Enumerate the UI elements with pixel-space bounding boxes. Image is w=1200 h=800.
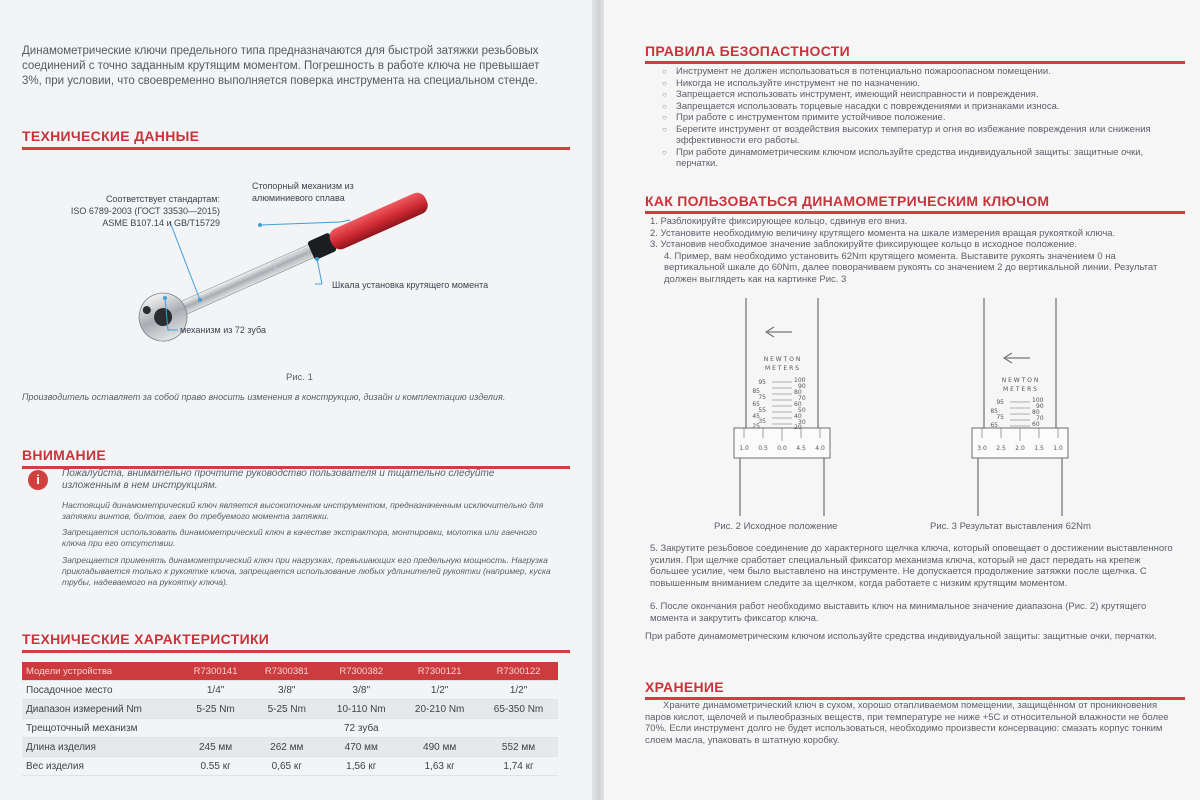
wrench-shaft bbox=[177, 242, 320, 316]
howto-rule bbox=[645, 211, 1185, 214]
specs-row bbox=[22, 681, 558, 700]
specs-cell: 490 мм bbox=[400, 738, 479, 757]
specs-header-cell: R7300121 bbox=[400, 662, 479, 681]
scale-left-value: 65 bbox=[990, 422, 998, 429]
howto-steps bbox=[650, 216, 1175, 285]
info-icon: i bbox=[28, 470, 48, 490]
specs-cell: 1,56 кг bbox=[322, 757, 400, 776]
safety-list bbox=[662, 66, 1177, 170]
scale-left-value: 95 bbox=[758, 379, 766, 386]
intro-paragraph: Динамометрические ключи предельного типа предназначаются для быстрой затяжки резьбовых соединений с точно заданным крутящим моментом. Погрешность в работе ключа не превышает 3%, при условии, что своевременно выполняется поверка инструмента на специальном стенде. bbox=[22, 45, 540, 87]
scale-right-value: 70 bbox=[1036, 415, 1044, 422]
ring-value: 2.0 bbox=[1015, 445, 1025, 452]
scale-right-value: 90 bbox=[798, 383, 806, 390]
scale-figure-3 bbox=[970, 298, 1070, 516]
ring-value: 0.5 bbox=[758, 445, 768, 452]
tech-data-rule bbox=[22, 147, 570, 150]
manufacturer-note: Производитель оставляет за собой право вносить изменения в конструкцию, дизайн и комплектацию изделия. bbox=[22, 392, 506, 402]
scale-callout: Шкала установка крутящего момента bbox=[332, 280, 489, 290]
scale-left-value: 55 bbox=[758, 407, 766, 414]
ppe-note: При работе динамометрическим ключом используйте средства индивидуальной защиты: защитные очки, перчатки. bbox=[645, 631, 1157, 642]
scale-right-value: 60 bbox=[1032, 421, 1040, 428]
specs-cell: 1/4" bbox=[180, 681, 251, 700]
scale-left-value: 75 bbox=[758, 394, 766, 401]
scale-right-value: 50 bbox=[798, 407, 806, 414]
standards-line-1: ISO 6789-2003 (ГОСТ 33530—2015) bbox=[70, 206, 220, 216]
specs-cell: 0,65 кг bbox=[251, 757, 322, 776]
safety-item: ○ Никогда не используйте инструмент не по назначению. bbox=[662, 78, 1177, 90]
specs-cell: 1/2" bbox=[479, 681, 558, 700]
specs-cell: 1/2" bbox=[400, 681, 479, 700]
ring-value: 3.0 bbox=[977, 445, 987, 452]
specs-header-cell: R7300381 bbox=[251, 662, 322, 681]
mechanism-callout: механизм из 72 зуба bbox=[180, 325, 266, 335]
scale-word-newton: N E W T O N bbox=[1001, 377, 1039, 384]
howto-heading: КАК ПОЛЬЗОВАТЬСЯ ДИНАМОМЕТРИЧЕСКИМ КЛЮЧОМ bbox=[645, 193, 1050, 209]
howto-step: 4. Пример, вам необходимо установить 62Nm крутящего момента. Выставите рукоять значением 0 на вертикальной шкале до 60Nm, далее поворачиваем рукоять со значением 2 до вертикальной линии. Результат должен выглядеть как на картинке Рис. 3 bbox=[664, 250, 1158, 285]
ring-value: 1.0 bbox=[1053, 445, 1063, 452]
specs-cell: Диапазон измерений Nm bbox=[22, 700, 180, 719]
scale-left-value: 45 bbox=[752, 413, 760, 420]
specs-row bbox=[22, 738, 558, 757]
specs-cell: 245 мм bbox=[180, 738, 251, 757]
scale-word-meters: M E T E R S bbox=[765, 365, 799, 372]
specs-cell: 470 мм bbox=[322, 738, 400, 757]
specs-cell: 20-210 Nm bbox=[400, 700, 479, 719]
safety-item: ○ Берегите инструмент от воздействия высоких температур и огня во избежание повреждения или снижения эффективности его работы. bbox=[662, 124, 1177, 147]
scale-right-value: 20 bbox=[794, 424, 802, 431]
attention-paragraph-1: Настоящий динамометрический ключ является высокоточным инструментом, предназначенным исключительно для затяжки винтов, болтов, гаек до требуемого момента затяжки. bbox=[62, 500, 544, 521]
safety-item: ○ При работе динамометрическим ключом используйте средства индивидуальной защиты: защитные очки, перчатки. bbox=[662, 147, 1177, 170]
specs-rule bbox=[22, 650, 570, 653]
scale-right-value: 80 bbox=[794, 389, 802, 396]
specs-cell: 10-110 Nm bbox=[322, 700, 400, 719]
specs-cell: Трещоточный механизм bbox=[22, 719, 180, 738]
safety-item: ○ Инструмент не должен использоваться в потенциально пожароопасном помещении. bbox=[662, 66, 1177, 78]
scale-left-value: 85 bbox=[990, 408, 998, 415]
scale-right-value: 60 bbox=[794, 401, 802, 408]
scale-left-value: 25 bbox=[752, 423, 760, 430]
specs-cell: 72 зуба bbox=[322, 719, 400, 738]
specs-table bbox=[22, 662, 558, 776]
standards-callout bbox=[60, 193, 220, 229]
specs-cell: 0.55 кг bbox=[180, 757, 251, 776]
specs-row bbox=[22, 757, 558, 776]
specs-header-cell: R7300122 bbox=[479, 662, 558, 681]
ring-value: 2.5 bbox=[996, 445, 1006, 452]
specs-cell: Вес изделия bbox=[22, 757, 180, 776]
specs-cell: 3/8" bbox=[322, 681, 400, 700]
specs-cell: Посадочное место bbox=[22, 681, 180, 700]
specs-row bbox=[22, 700, 558, 719]
safety-item: ○ При работе с инструментом примите устойчивое положение. bbox=[662, 112, 1177, 124]
ring-value: 4.0 bbox=[815, 445, 825, 452]
scale-right-value: 100 bbox=[794, 377, 806, 384]
specs-cell bbox=[180, 719, 251, 738]
specs-header-cell: Модели устройства bbox=[22, 662, 180, 681]
lock-callout bbox=[252, 180, 392, 204]
specs-cell: 65-350 Nm bbox=[479, 700, 558, 719]
figure-1-caption: Рис. 1 bbox=[286, 372, 313, 383]
standards-line-2: ASME B107.14 и GB/T15729 bbox=[102, 218, 220, 228]
specs-cell: 5-25 Nm bbox=[180, 700, 251, 719]
scale-left-value: 85 bbox=[752, 388, 760, 395]
scale-right-value: 70 bbox=[798, 395, 806, 402]
scale-left-value: 95 bbox=[996, 399, 1004, 406]
figure-2-caption: Рис. 2 Исходное положение bbox=[714, 521, 838, 532]
storage-text: Храните динамометрический ключ в сухом, хорошо отапливаемом помещении, защищённом от проникновения паров кислот, щелочей и пылеобразных веществ, при температуре не ниже +5С и относительной влажности не более 70%. Если инструмент долго не будет использоваться, необходимо произвести консервацию: смазать корпус тонким слоем масла, упаковать в штатную коробку. bbox=[645, 700, 1169, 746]
scale-left-value: 75 bbox=[996, 414, 1004, 421]
howto-step-5: 5. Закрутите резьбовое соединение до характерного щелчка ключа, который оповещает о достижении выставленного усилия. При щелчке сработает специальный фиксатор механизма ключа, который не даст передать на крепеж большее усилие, чем было выставлено на инструменте. Не допускается продолжение затяжки после щелчка. С повышенным вниманием следите за щелчком, когда работаете с низким крутящим моментом. bbox=[650, 543, 1173, 589]
specs-header-cell: R7300382 bbox=[322, 662, 400, 681]
scale-figure-2 bbox=[732, 298, 832, 516]
scale-left-value: 65 bbox=[752, 401, 760, 408]
tech-data-heading: ТЕХНИЧЕСКИЕ ДАННЫЕ bbox=[22, 128, 200, 144]
scale-right-value: 30 bbox=[798, 419, 806, 426]
scale-right-value: 100 bbox=[1032, 397, 1044, 404]
ring-value: 1.5 bbox=[1034, 445, 1044, 452]
safety-heading: ПРАВИЛА БЕЗОПАСТНОСТИ bbox=[645, 43, 850, 59]
specs-cell: 3/8" bbox=[251, 681, 322, 700]
specs-cell: 552 мм bbox=[479, 738, 558, 757]
figure-3-caption: Рис. 3 Результат выставления 62Nm bbox=[930, 521, 1091, 532]
ring-value: 1.0 bbox=[739, 445, 749, 452]
scale-left-value: 35 bbox=[758, 418, 766, 425]
specs-cell bbox=[251, 719, 322, 738]
howto-step: 3. Установив необходимое значение заблокируйте фиксирующее кольцо в исходное положение. bbox=[650, 239, 1078, 250]
scale-right-value: 80 bbox=[1032, 409, 1040, 416]
standards-title: Соответствует стандартам: bbox=[105, 194, 220, 204]
ring-value: 4.5 bbox=[796, 445, 806, 452]
specs-row bbox=[22, 719, 558, 738]
storage-heading: ХРАНЕНИЕ bbox=[645, 679, 724, 695]
lock-line-1: Стопорный механизм из bbox=[252, 181, 354, 191]
howto-step-6: 6. После окончания работ необходимо выставить ключ на минимальное значение диапазона (Рис. 2) крутящего момента и закрутить фиксатор ключа. bbox=[650, 601, 1147, 624]
attention-heading: ВНИМАНИЕ bbox=[22, 447, 106, 463]
specs-heading: ТЕХНИЧЕСКИЕ ХАРАКТЕРИСТИКИ bbox=[22, 631, 270, 647]
specs-cell: 262 мм bbox=[251, 738, 322, 757]
safety-item: ○ Запрещается использовать инструмент, имеющий неисправности и повреждения. bbox=[662, 89, 1177, 101]
howto-step: 2. Установите необходимую величину крутящего момента на шкале измерения вращая рукояткой ключа. bbox=[650, 227, 1116, 239]
specs-cell bbox=[479, 719, 558, 738]
attention-paragraph-2: Запрещается использовать динамометрический ключ в качестве экстрактора, монтировки, молотка или гаечного ключа при его отсутствии. bbox=[62, 527, 537, 548]
howto-step: 1. Разблокируйте фиксирующее кольцо, сдвинув его вниз. bbox=[650, 216, 908, 227]
scale-right-value: 90 bbox=[1036, 403, 1044, 410]
specs-cell: Длина изделия bbox=[22, 738, 180, 757]
scale-word-newton: N E W T O N bbox=[763, 356, 801, 363]
specs-cell: 1,74 кг bbox=[479, 757, 558, 776]
specs-cell: 5-25 Nm bbox=[251, 700, 322, 719]
specs-cell: 1,63 кг bbox=[400, 757, 479, 776]
specs-header-row bbox=[22, 662, 558, 681]
scale-right-value: 40 bbox=[794, 413, 802, 420]
ring-value: 0.0 bbox=[777, 445, 787, 452]
safety-rule bbox=[645, 61, 1185, 64]
attention-lead: Пожалуйста, внимательно прочтите руководство пользователя и тщательно следуйте изложенным в нем инструкциям. bbox=[62, 468, 495, 491]
safety-item: ○ Запрещается использовать торцевые насадки с повреждениями и признаками износа. bbox=[662, 101, 1177, 113]
lock-line-2: алюминиевого сплава bbox=[252, 193, 345, 203]
specs-cell bbox=[400, 719, 479, 738]
scale-word-meters: M E T E R S bbox=[1003, 386, 1037, 393]
specs-header-cell: R7300141 bbox=[180, 662, 251, 681]
attention-paragraph-3: Запрещается применять динамометрический ключ при нагрузках, превышающих его предельную мощность. Нагрузка прикладывается только к рукоятке ключа, запрещается использование любых удлинителей рукоятки (например, куска трубы, надеваемого на рукоятку ключа). bbox=[62, 555, 551, 587]
scale-ticks bbox=[772, 382, 792, 424]
